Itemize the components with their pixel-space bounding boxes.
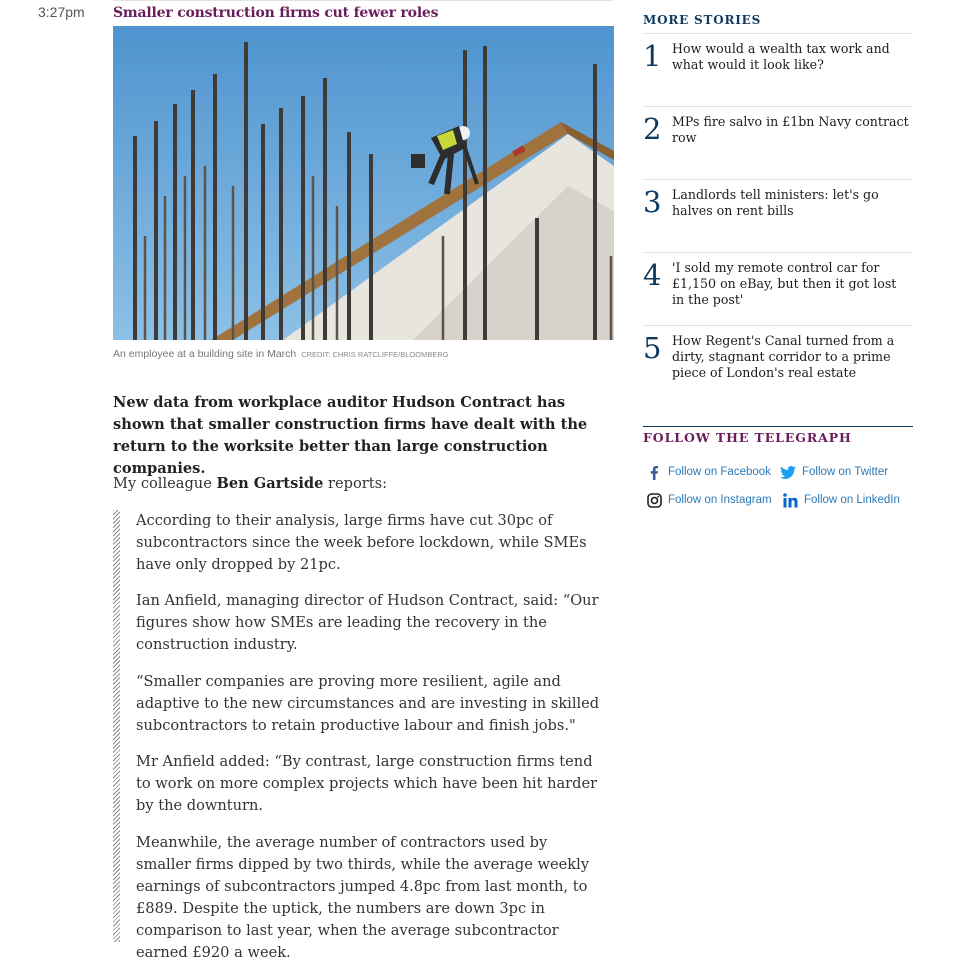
instagram-icon — [645, 491, 663, 509]
story-title[interactable]: Landlords tell ministers: let's go halves on rent bills — [672, 187, 879, 218]
story-item-3[interactable] — [643, 179, 913, 252]
post-timestamp: 3:27pm — [38, 4, 85, 20]
quote-bar — [113, 510, 120, 942]
linkedin-icon — [781, 491, 799, 509]
intro-prefix: My colleague — [113, 475, 217, 492]
story-number: 1 — [643, 39, 662, 73]
quote-paragraph: Mr Anfield added: “By contrast, large construction firms tend to work on more complex projects which have been hit harder by the downturn. — [136, 753, 598, 814]
story-item-1[interactable] — [643, 33, 913, 106]
story-item-5[interactable] — [643, 325, 913, 398]
quote-paragraph: Ian Anfield, managing director of Hudson Contract, said: “Our figures show how SMEs are leading the recovery in the construction industry. — [136, 592, 599, 653]
facebook-icon — [645, 463, 663, 481]
article-lede: New data from workplace auditor Hudson Contract has shown that smaller construction firms have dealt with the return to the worksite better than large construction companies. — [113, 394, 588, 477]
linkedin-link[interactable] — [781, 491, 900, 509]
story-title[interactable]: MPs fire salvo in £1bn Navy contract row — [672, 114, 909, 145]
follow-title: FOLLOW THE TELEGRAPH — [643, 430, 852, 445]
quote-paragraph: According to their analysis, large firms have cut 30pc of subcontractors since the week before lockdown, while SMEs have only dropped by 21pc. — [136, 512, 587, 573]
quote-paragraph: “Smaller companies are proving more resilient, agile and adaptive to the new circumstances and are investing in skilled subcontractors to retain productive labour and finish jobs." — [136, 673, 600, 734]
article-photo — [113, 26, 614, 340]
quote-paragraph: Meanwhile, the average number of contractors used by smaller firms dipped by two thirds, while the average weekly earnings of subcontractors jumped 4.8pc from last month, to £889. Despite the uptick, the numbers are down 3pc in comparison to last year, when the average subcontractor earned £920 a week. — [136, 834, 590, 961]
facebook-label: Follow on Facebook — [668, 466, 771, 478]
block-quote — [113, 510, 613, 961]
post-headline[interactable]: Smaller construction firms cut fewer roles — [113, 5, 439, 21]
twitter-icon — [779, 463, 797, 481]
photo-caption — [113, 348, 449, 360]
photo-credit: CREDIT: CHRIS RATCLIFFE/BLOOMBERG — [301, 350, 449, 359]
intro-suffix: reports: — [323, 475, 388, 492]
story-item-2[interactable] — [643, 106, 913, 179]
instagram-link[interactable] — [645, 491, 772, 509]
top-divider — [113, 0, 613, 1]
twitter-link[interactable] — [779, 463, 888, 481]
story-title[interactable]: 'I sold my remote control car for £1,150 on eBay, but then it got lost in the post' — [672, 260, 897, 307]
instagram-label: Follow on Instagram — [668, 494, 772, 506]
story-title[interactable]: How Regent's Canal turned from a dirty, stagnant corridor to a prime piece of London's real estate — [672, 333, 895, 380]
follow-divider — [643, 426, 913, 427]
author-name: Ben Gartside — [216, 475, 324, 492]
story-number: 3 — [643, 185, 662, 219]
story-item-4[interactable] — [643, 252, 913, 325]
story-number: 4 — [643, 258, 662, 292]
story-number: 2 — [643, 112, 662, 146]
article-intro — [113, 473, 387, 495]
twitter-label: Follow on Twitter — [802, 466, 889, 478]
caption-text: An employee at a building site in March — [113, 348, 297, 360]
story-number: 5 — [643, 331, 662, 365]
linkedin-label: Follow on LinkedIn — [804, 494, 900, 506]
story-title[interactable]: How would a wealth tax work and what would it look like? — [672, 41, 890, 72]
more-stories-title: MORE STORIES — [643, 13, 762, 27]
facebook-link[interactable] — [645, 463, 771, 481]
